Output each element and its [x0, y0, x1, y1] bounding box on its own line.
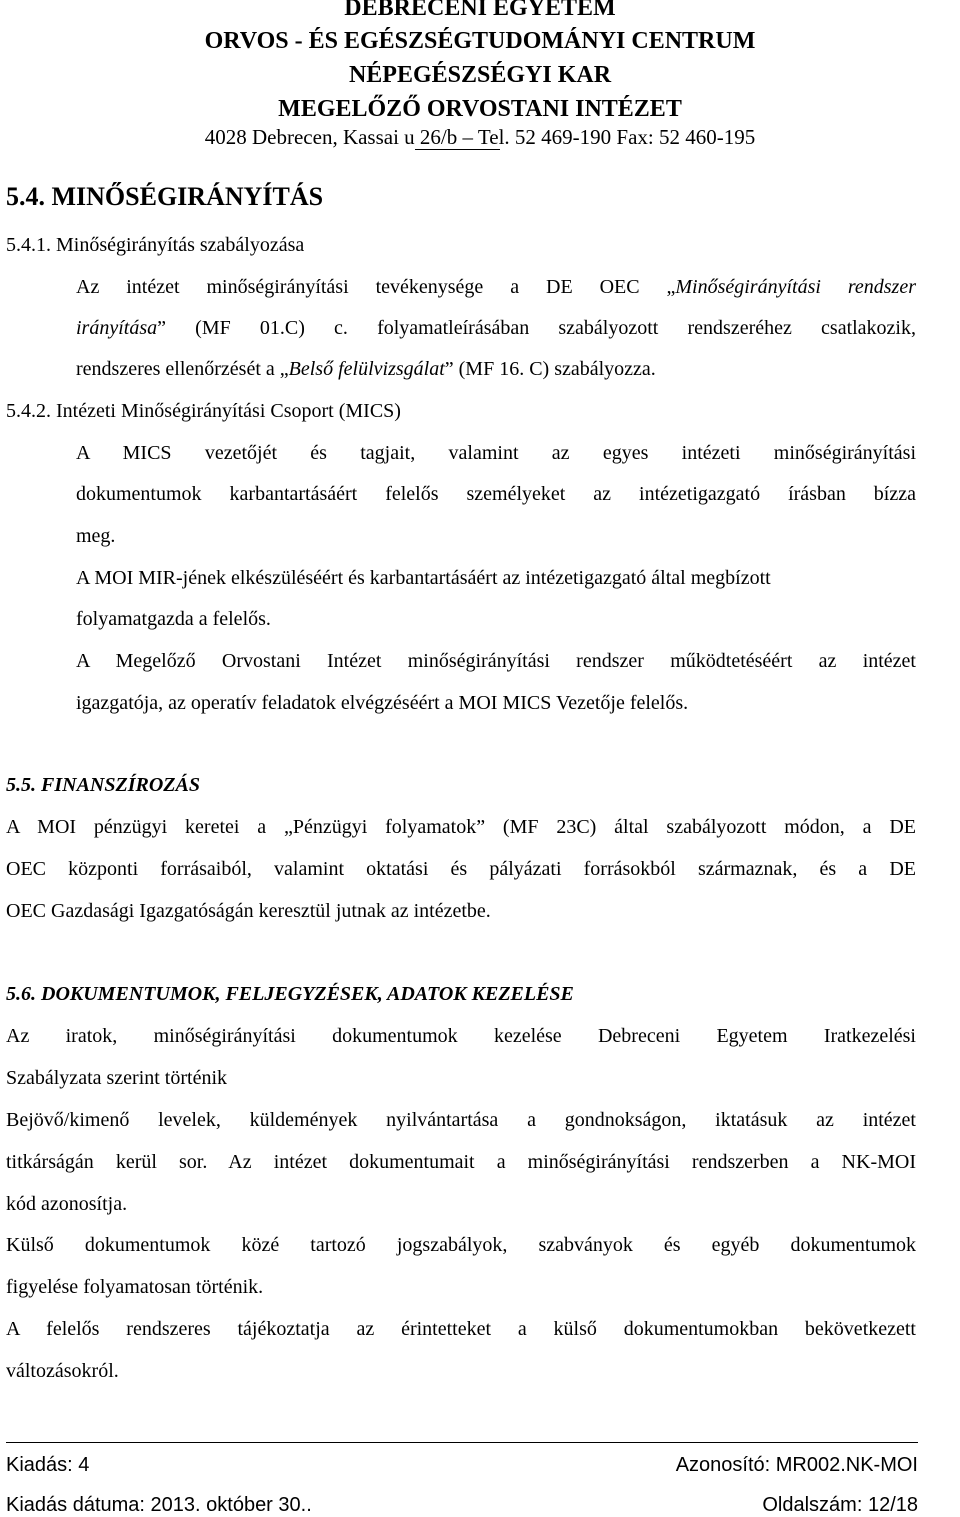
section-5-6-b-line1: Bejövő/kimenő levelek, küldemények nyilvántartása a gondnokságon, iktatásuk az intézet [6, 1109, 916, 1131]
footer-edition: Kiadás: 4 [6, 1454, 90, 1476]
header-center: ORVOS - ÉS EGÉSZSÉGTUDOMÁNYI CENTRUM [204, 28, 756, 54]
paragraph-5-4-2-a-line2: dokumentumok karbantartásáért felelős személyeket az intézetigazgató írásban bízza [76, 483, 916, 505]
section-5-5-line2: OEC központi forrásaiból, valamint oktatási és pályázati forrásokból származnak, és a DE [6, 858, 916, 880]
header-address: 4028 Debrecen, Kassai u 26/b – Tel. 52 469-190 Fax: 52 460-195 [204, 125, 756, 149]
p1-text-f: Belső felülvizsgálat [288, 358, 445, 380]
header-faculty: NÉPEGÉSZSÉGYI KAR [348, 62, 612, 88]
paragraph-5-4-1-line3 [76, 357, 656, 381]
section-5-5-line1: A MOI pénzügyi keretei a „Pénzügyi folyamatok” (MF 23C) által szabályozott módon, a DE [6, 816, 916, 838]
footer-date: Kiadás dátuma: 2013. október 30.. [6, 1494, 312, 1516]
paragraph-5-4-1-line1 [76, 275, 916, 299]
footer-page-number: Oldalszám: 12/18 [762, 1494, 918, 1516]
section-5-6-a-line1: Az iratok, minőségirányítási dokumentumok kezelése Debreceni Egyetem Iratkezelési [6, 1025, 916, 1047]
section-5-6-c-line1: Külső dokumentumok közé tartozó jogszabályok, szabványok és egyéb dokumentumok [6, 1234, 916, 1256]
p1-text-d: ” (MF 01.C) c. folyamatleírásában szabályozott rendszeréhez csatlakozik, [157, 317, 916, 339]
section-5-6-c-line2: figyelése folyamatosan történik. [6, 1276, 264, 1298]
paragraph-5-4-2-a-line3: meg. [76, 525, 116, 547]
header-address-underline [415, 149, 500, 150]
section-5-5-title: 5.5. FINANSZÍROZÁS [6, 774, 200, 796]
p1-text-g: ” (MF 16. C) szabályozza. [444, 358, 656, 380]
header-institute: MEGELŐZŐ ORVOSTANI INTÉZET [278, 96, 682, 122]
p1-text-a: Az intézet minőségirányítási tevékenysége a DE OEC „ [76, 276, 676, 298]
section-5-6-d-line2: változásokról. [6, 1360, 119, 1382]
section-5-4-2-title: 5.4.2. Intézeti Minőségirányítási Csoport (MICS) [6, 400, 401, 422]
section-5-6-b-line3: kód azonosítja. [6, 1193, 128, 1215]
section-5-4-title: 5.4. MINŐSÉGIRÁNYÍTÁS [6, 182, 324, 211]
p1-text-e: rendszeres ellenőrzését a „ [76, 358, 289, 380]
section-5-6-d-line1: A felelős rendszeres tájékoztatja az érintetteket a külső dokumentumokban bekövetkezett [6, 1318, 916, 1340]
section-5-5-line3: OEC Gazdasági Igazgatóságán keresztül jutnak az intézetbe. [6, 900, 491, 922]
section-5-6-a-line2: Szabályzata szerint történik [6, 1067, 228, 1089]
footer-divider [6, 1442, 918, 1443]
section-5-6-title: 5.6. DOKUMENTUMOK, FELJEGYZÉSEK, ADATOK KEZELÉSE [6, 983, 574, 1005]
paragraph-5-4-2-a-line1: A MICS vezetőjét és tagjait, valamint az egyes intézeti minőségirányítási [76, 442, 916, 464]
section-5-4-1-title: 5.4.1. Minőségirányítás szabályozása [6, 234, 305, 256]
header-university: DEBRECENI EGYETEM [344, 0, 616, 21]
paragraph-5-4-2-b-line2: folyamatgazda a felelős. [76, 608, 271, 630]
section-5-6-b-line2: titkárságán kerül sor. Az intézet dokumentumait a minőségirányítási rendszerben a NK-MOI [6, 1151, 916, 1173]
paragraph-5-4-1-line2 [76, 316, 916, 340]
p1-text-b: Minőségirányítási rendszer [675, 276, 916, 298]
paragraph-5-4-2-c-line1: A Megelőző Orvostani Intézet minőségirányítási rendszer működtetéséért az intézet [76, 650, 916, 672]
p1-text-c: irányítása [76, 317, 158, 339]
paragraph-5-4-2-b-line1: A MOI MIR-jének elkészüléséért és karbantartásáért az intézetigazgató által megbízott [76, 567, 771, 589]
paragraph-5-4-2-c-line2: igazgatója, az operatív feladatok elvégzéséért a MOI MICS Vezetője felelős. [76, 692, 689, 714]
footer-identifier: Azonosító: MR002.NK-MOI [675, 1454, 918, 1476]
